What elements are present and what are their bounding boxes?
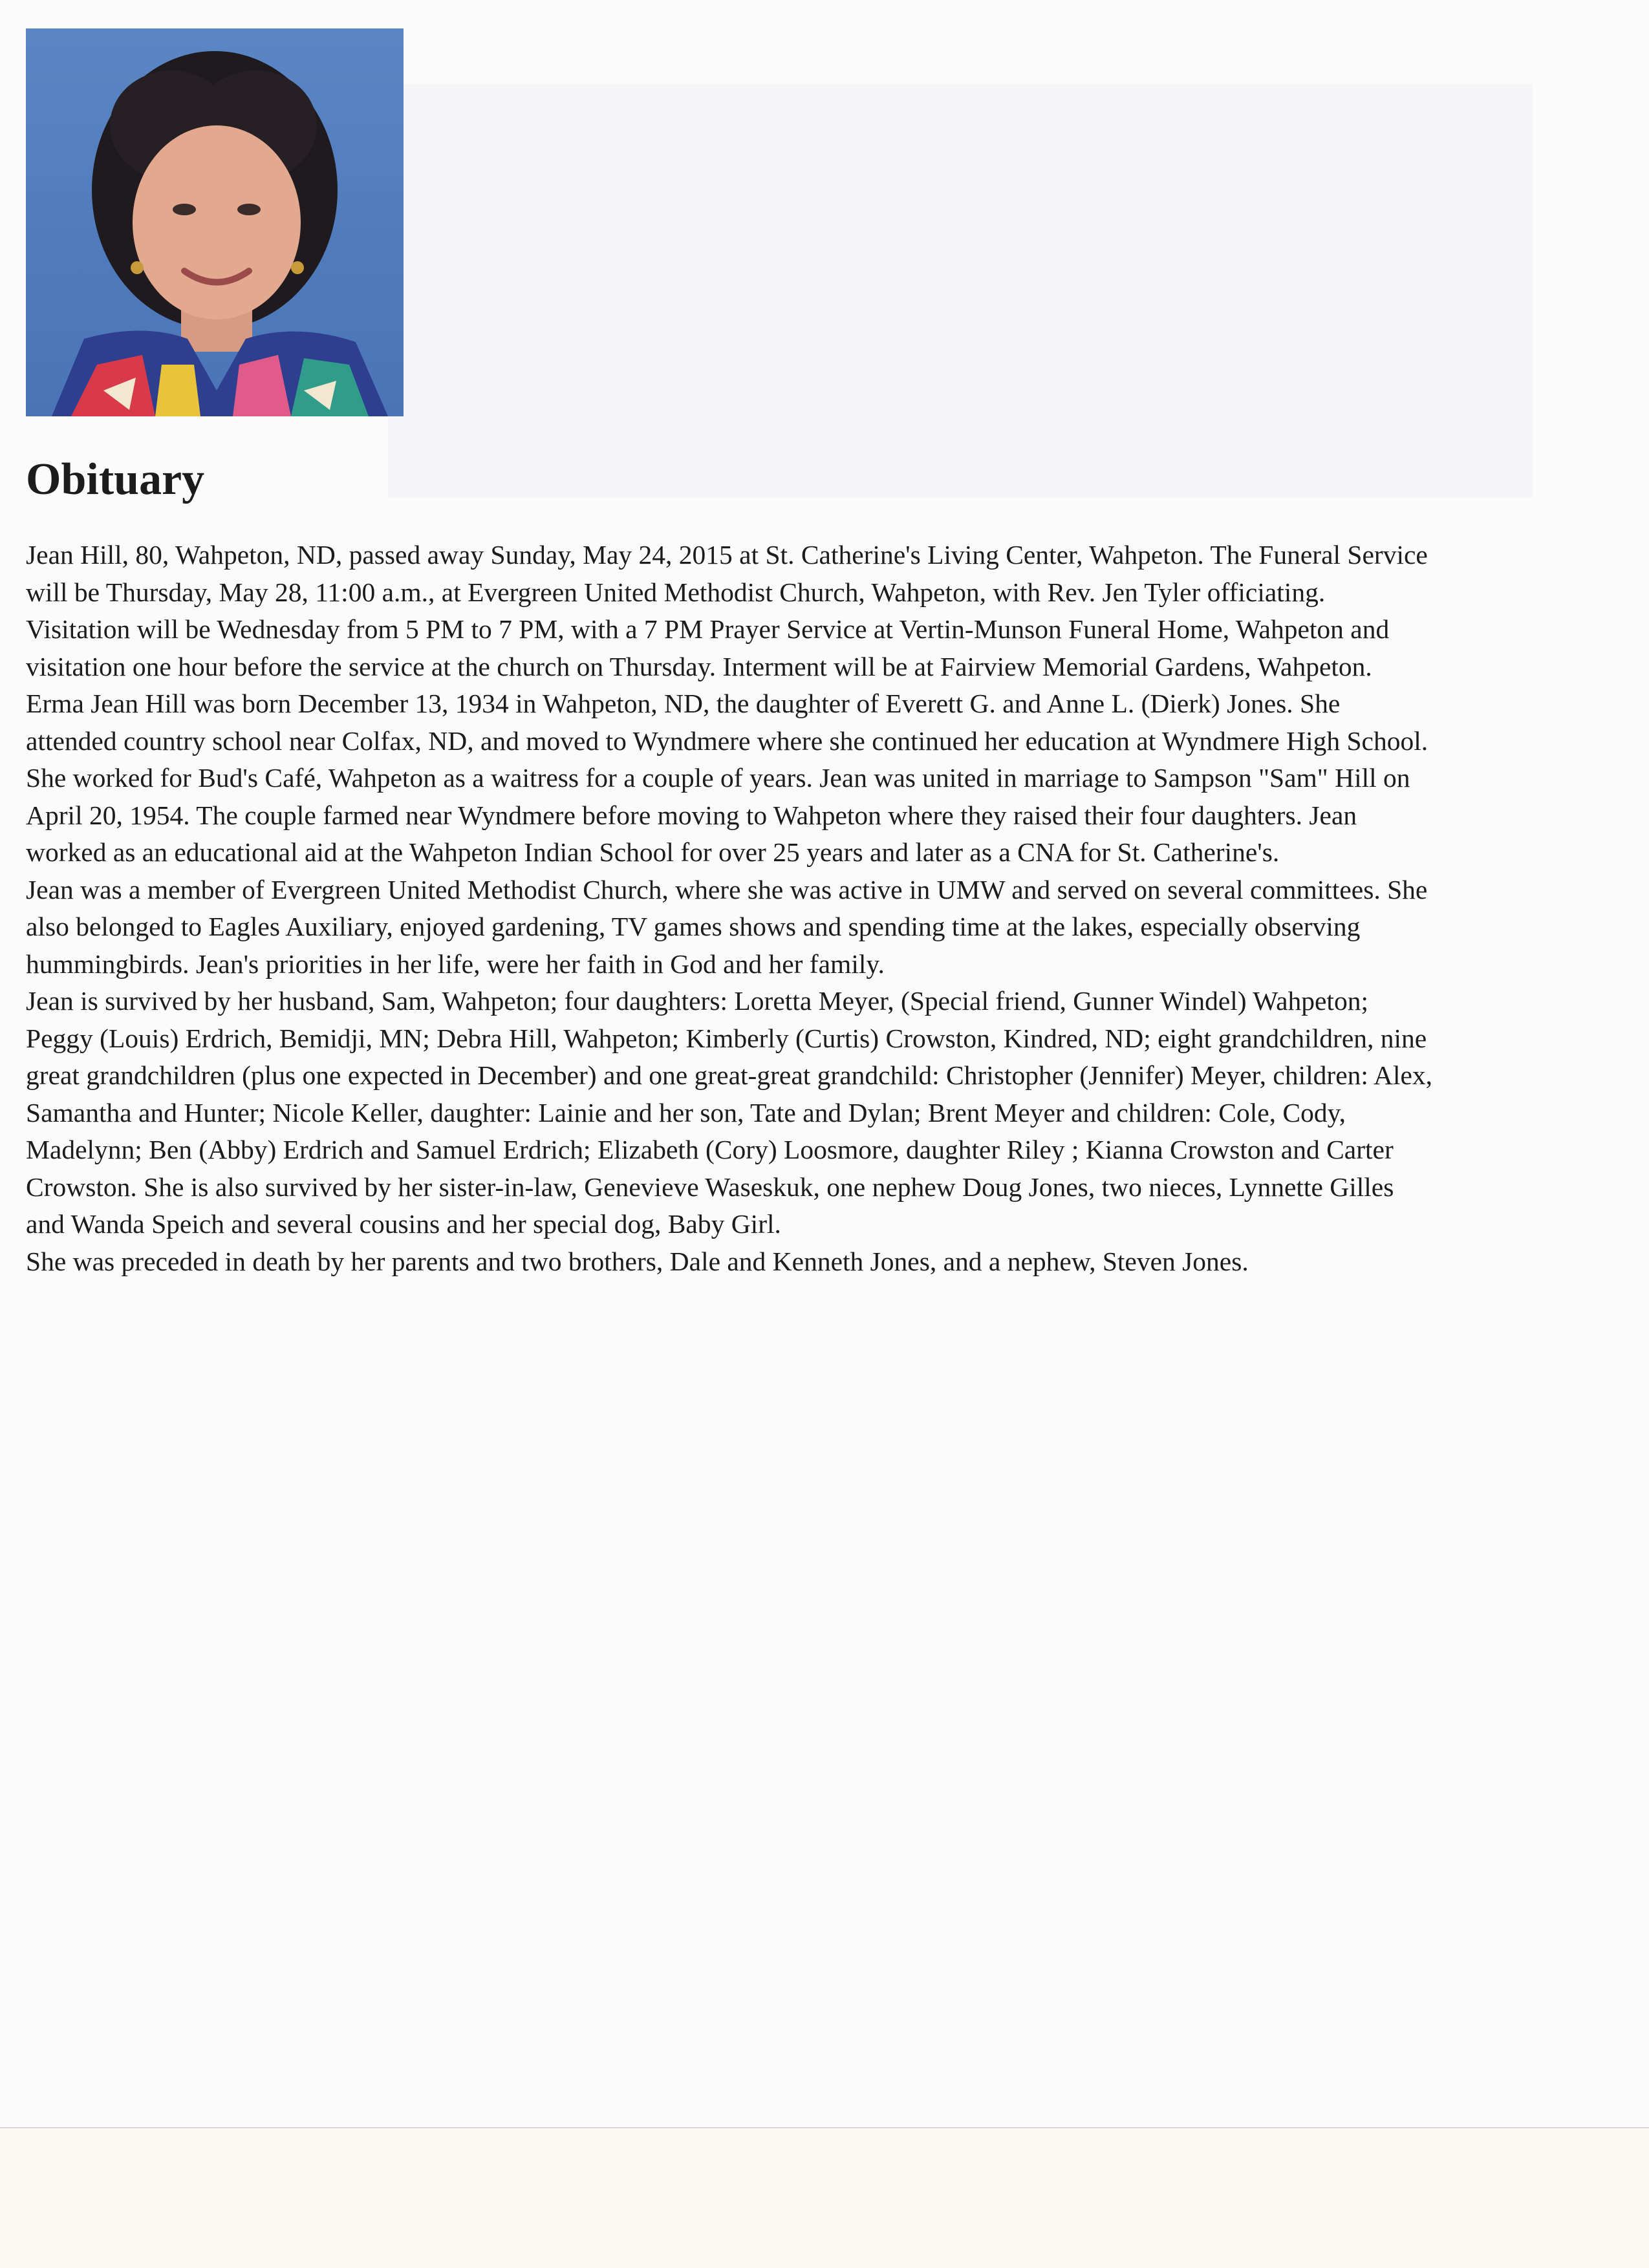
paragraph-biography: Erma Jean Hill was born December 13, 1934 in Wahpeton, ND, the daughter of Everett G. and Anne L. (Dierk) Jones. She attended country school near Colfax, ND, and moved to Wyndmere where she continued her education at Wyndmere High School. She worked for Bud's Café, Wahpeton as a waitress for a couple of years. Jean was united in marriage to Sampson "Sam" Hill on April 20, 1954. The couple farmed near Wyndmere before moving to Wahpeton where they raised their four daughters. Jean worked as an educational aid at the Wahpeton Indian School for over 25 years and later as a CNA for St. Catherine's. <box>26 689 1428 867</box>
obituary-body <box>26 537 1436 1280</box>
portrait-illustration <box>26 28 404 416</box>
scan-margin <box>0 2127 1649 2268</box>
paragraph-preceded-in-death: She was preceded in death by her parents and two brothers, Dale and Kenneth Jones, and a nephew, Steven Jones. <box>26 1246 1249 1276</box>
bleed-through-shadow <box>388 84 1533 498</box>
portrait-photo <box>26 28 404 416</box>
paragraph-service-details: Jean Hill, 80, Wahpeton, ND, passed away Sunday, May 24, 2015 at St. Catherine's Living Center, Wahpeton. The Funeral Service will be Thursday, May 28, 11:00 a.m., at Evergreen United Methodist Church, Wahpeton, with Rev. Jen Tyler officiating. Visitation will be Wednesday from 5 PM to 7 PM, with a 7 PM Prayer Service at Vertin-Munson Funeral Home, Wahpeton and visitation one hour before the service at the church on Thursday. Interment will be at Fairview Memorial Gardens, Wahpeton. <box>26 540 1428 681</box>
paragraph-survivors: Jean is survived by her husband, Sam, Wahpeton; four daughters: Loretta Meyer, (Special friend, Gunner Windel) Wahpeton; Peggy (Louis) Erdrich, Bemidji, MN; Debra Hill, Wahpeton; Kimberly (Curtis) Crowston, Kindred, ND; eight grandchildren, nine great grandchildren (plus one expected in December) and one great-great grandchild: Christopher (Jennifer) Meyer, children: Alex, Samantha and Hunter; Nicole Keller, daughter: Lainie and her son, Tate and Dylan; Brent Meyer and children: Cole, Cody, Madelynn; Ben (Abby) Erdrich and Samuel Erdrich; Elizabeth (Cory) Loosmore, daughter Riley ; Kianna Crowston and Carter Crowston. She is also survived by her sister-in-law, Genevieve Waseskuk, one nephew Doug Jones, two nieces, Lynnette Gilles and Wanda Speich and several cousins and her special dog, Baby Girl. <box>26 986 1433 1239</box>
paragraph-activities: Jean was a member of Evergreen United Methodist Church, where she was active in UMW and served on several committees. She also belonged to Eagles Auxiliary, enjoyed gardening, TV games shows and spending time at the lakes, especially observing hummingbirds. Jean's priorities in her life, were her faith in God and her family. <box>26 874 1428 979</box>
page-title: Obituary <box>26 455 205 504</box>
